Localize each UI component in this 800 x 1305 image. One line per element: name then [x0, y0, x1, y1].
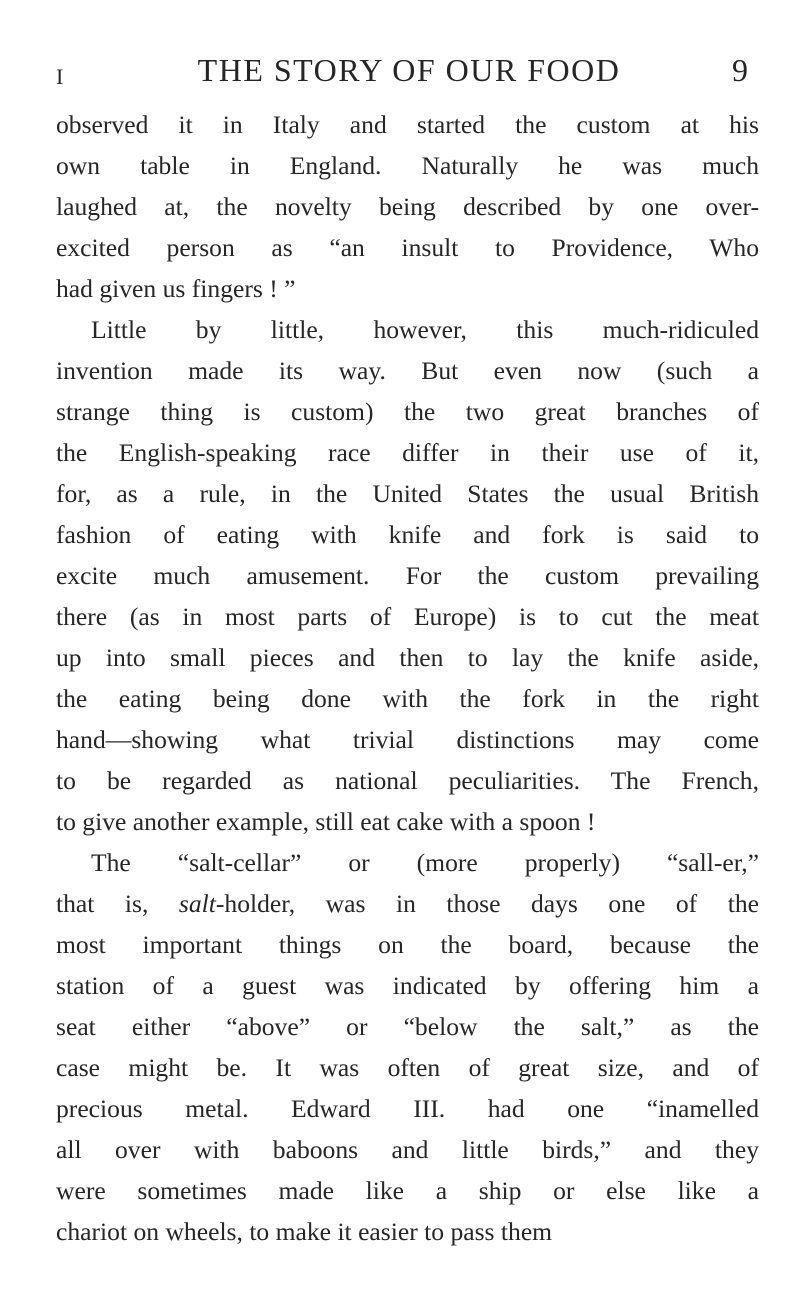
text-line: had given us fingers ! ”: [56, 274, 296, 303]
text-line: the English-speaking race differ in their use of it,: [56, 438, 759, 467]
text-line: own table in England. Naturally he was much: [56, 151, 759, 180]
page-header: [56, 50, 748, 94]
text-line: all over with baboons and little birds,” and they: [56, 1135, 759, 1164]
running-title: THE STORY OF OUR FOOD: [197, 52, 621, 88]
text-line: up into small pieces and then to lay the knife aside,: [56, 643, 759, 672]
text-line: precious metal. Edward III. had one “inamelled: [56, 1094, 759, 1123]
text-line: the eating being done with the fork in the right: [56, 684, 759, 713]
text-line: to give another example, still eat cake with a spoon !: [56, 807, 596, 836]
text-line: The “salt-cellar” or (more properly) “sall-er,”: [91, 848, 759, 877]
text-line: invention made its way. But even now (such a: [56, 356, 759, 385]
page-number: 9: [732, 52, 748, 88]
text-line: seat either “above” or “below the salt,” as the: [56, 1012, 759, 1041]
text-line: chariot on wheels, to make it easier to pass them: [56, 1217, 553, 1246]
text-line: Little by little, however, this much-ridiculed: [91, 315, 759, 344]
body-text: [56, 104, 759, 1252]
text-line: to be regarded as national peculiarities. The French,: [56, 766, 759, 795]
text-line: were sometimes made like a ship or else like a: [56, 1176, 759, 1205]
text-line: observed it in Italy and started the custom at his: [56, 110, 759, 139]
text-line: strange thing is custom) the two great branches of: [56, 397, 759, 426]
text-line: that is, salt-holder, was in those days one of the: [56, 889, 759, 918]
text-line: there (as in most parts of Europe) is to cut the meat: [56, 602, 759, 631]
text-line: hand—showing what trivial distinctions may come: [56, 725, 759, 754]
text-line: case might be. It was often of great size, and of: [56, 1053, 759, 1082]
text-line: excited person as “an insult to Providence, Who: [56, 233, 759, 262]
text-line: station of a guest was indicated by offering him a: [56, 971, 759, 1000]
italic-word: salt: [178, 889, 216, 918]
text-line: excite much amusement. For the custom prevailing: [56, 561, 759, 590]
text-line: for, as a rule, in the United States the usual British: [56, 479, 759, 508]
text-line: most important things on the board, because the: [56, 930, 759, 959]
chapter-number: I: [56, 64, 64, 89]
text-line: laughed at, the novelty being described by one over-: [56, 192, 759, 221]
text-line: fashion of eating with knife and fork is said to: [56, 520, 759, 549]
